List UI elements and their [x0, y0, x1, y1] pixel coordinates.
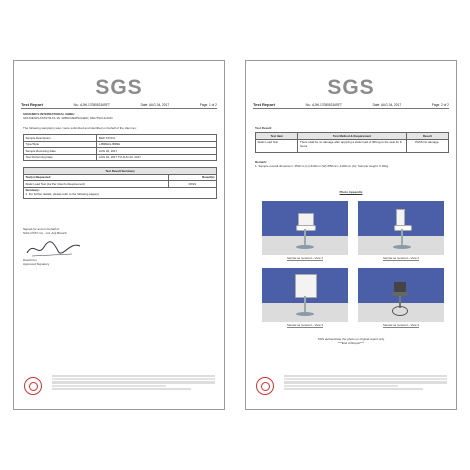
summary-cell: [24, 187, 217, 198]
company-address: GRÜNENPLATZSTR.10-18, 42899 REMSCHEID, DEUTSCHLAND: [23, 116, 113, 120]
test-method: There shall be no damage after applying a static load of 300 kg to the seat for 8 hours.: [298, 139, 406, 152]
report-header: [253, 103, 449, 109]
test-result-label: Test Result:: [255, 126, 272, 130]
table-row: [24, 154, 217, 161]
row-value: BAR STOOL: [97, 135, 217, 142]
report-title: Test Report: [21, 102, 43, 107]
intro-text: The following sample(s) was / were submitted and identified on behalf of the client as:: [23, 126, 137, 130]
head-result: Result: [406, 133, 448, 140]
row-value: AUG 02, 2017 TO AUG 03, 2017: [97, 154, 217, 161]
photo-appendix-title: Photo Appendix: [339, 190, 363, 194]
summary-note: 1. For further details, please refer to the following page(s): [25, 192, 99, 196]
test-result-table: [255, 132, 449, 153]
caption-text: Sample as received – View 4: [382, 323, 420, 327]
report-date: Date: AUG 04, 2017: [140, 103, 170, 107]
sgs-logo: SGS: [327, 76, 375, 99]
head-test-item: Test Item: [256, 133, 298, 140]
summary-head-result: Result(s): [168, 174, 216, 181]
remark-label: Remark:: [255, 160, 268, 164]
signed-line-1: Signed for and on behalf of: [23, 227, 60, 231]
page-number: Page: 1 of 2: [199, 103, 217, 107]
summary-test: Static Load Test (As Per Client's Requirement): [24, 181, 169, 188]
photo-caption-2: [358, 256, 444, 260]
report-title: Test Report: [253, 102, 275, 107]
caption-text: Sample as received – View 2: [382, 256, 420, 260]
company-name: SONGMICS INTERNATIONAL GMBH: [23, 112, 75, 116]
signed-line-2: SGS-CSTC Co., Ltd. Anji Branch: [23, 231, 67, 235]
photo-footer-note: SGS authenticate the photo on original report only: [317, 337, 385, 341]
sample-photo-1: [262, 201, 348, 255]
signer-name: David Fen: [23, 258, 37, 262]
report-number: No.: AJHL170805316SFT: [305, 103, 342, 107]
remark-text: 1. Sample overall dimension: 450mm (L)×440mm (W)×850mm~1100mm (H); Sample weight: 6.30kg: [255, 164, 389, 168]
page-number: Page: 2 of 2: [431, 103, 449, 107]
sample-photo-2: [358, 201, 444, 255]
signature-image: [24, 237, 84, 259]
table-row: [256, 139, 449, 152]
sgs-stamp: [256, 377, 274, 395]
fine-print: [284, 375, 447, 390]
report-date: Date: AUG 04, 2017: [372, 103, 402, 107]
row-label: Type/Style: [24, 141, 97, 148]
fine-print: [52, 375, 215, 390]
summary-label: Summary:: [25, 188, 40, 192]
caption-text: Sample as received – View 3: [286, 323, 324, 327]
photo-caption-4: [358, 323, 444, 327]
summary-title: Test Result Summary: [24, 168, 217, 175]
report-page-2: [245, 60, 457, 410]
row-label: Test Performing Date: [24, 154, 97, 161]
summary-result: PASS: [168, 181, 216, 188]
row-value: AUG 02, 2017: [97, 148, 217, 155]
test-item: Static Load Test: [256, 139, 298, 152]
signer-role: Approved Signatory: [23, 262, 50, 266]
end-of-report: ***End of Report***: [338, 341, 364, 345]
row-label: Sample Description: [24, 135, 97, 142]
photo-caption-1: [262, 256, 348, 260]
caption-text: Sample as received – View 1: [286, 256, 324, 260]
head-method: Test Method & Requirement: [298, 133, 406, 140]
sample-photo-4: [358, 268, 444, 322]
row-value: LJB99H/LJB99H: [97, 141, 217, 148]
summary-head-test: Test(s) Requested: [24, 174, 169, 181]
report-number: No.: AJHL170805316SFT: [73, 103, 110, 107]
report-header: [21, 103, 217, 109]
report-page-1: [13, 60, 225, 410]
test-summary-table: [23, 167, 217, 199]
test-result: PASS No damage.: [406, 139, 448, 152]
sample-photo-3: [262, 268, 348, 322]
photo-caption-3: [262, 323, 348, 327]
sample-info-table: [23, 134, 217, 161]
sgs-logo: SGS: [95, 76, 143, 99]
sgs-stamp: [24, 377, 42, 395]
row-label: Sample Receiving Date: [24, 148, 97, 155]
